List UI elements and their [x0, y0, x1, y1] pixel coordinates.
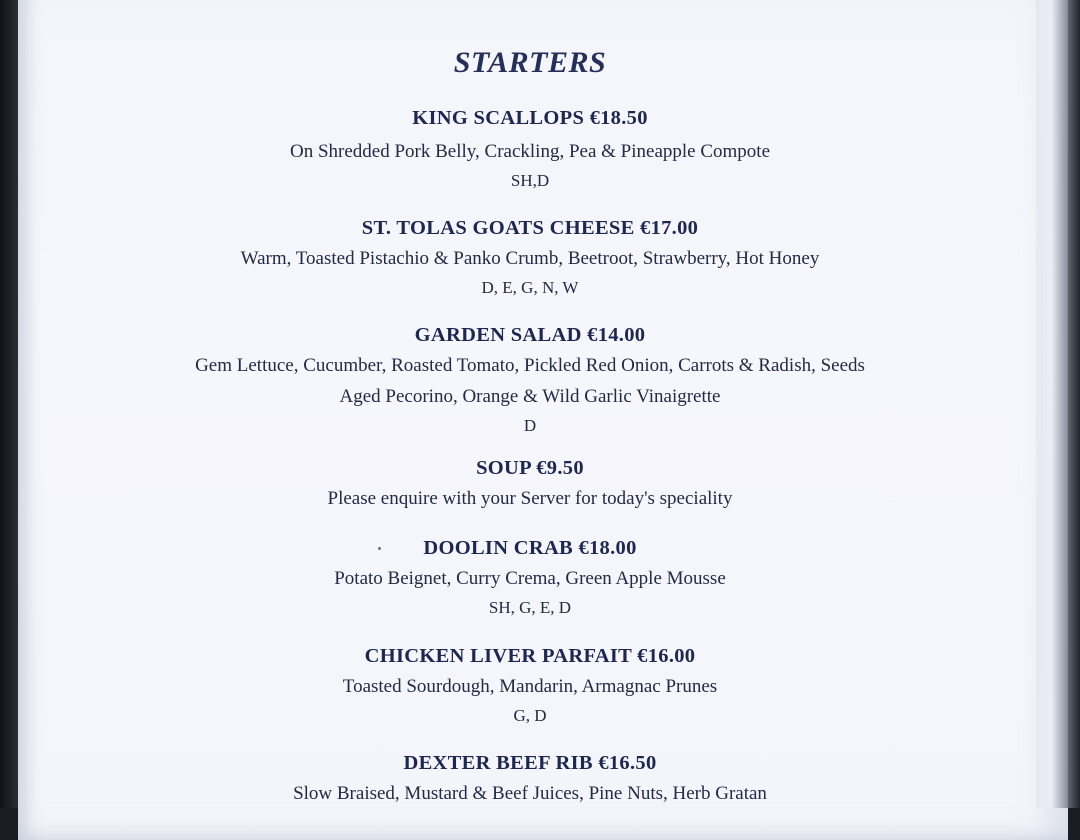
menu-item-chicken-liver-parfait: [0, 641, 1060, 730]
item-name: DOOLIN CRAB €18.00: [423, 537, 637, 559]
item-allergens: SH,D: [510, 171, 550, 190]
item-description: Toasted Sourdough, Mandarin, Armagnac Prunes: [342, 676, 718, 697]
item-allergens: D, E, G, N, W: [481, 278, 579, 297]
menu-item-soup: [0, 453, 1060, 514]
item-description: Slow Braised, Mustard & Beef Juices, Pine Nuts, Herb Gratan: [293, 783, 767, 804]
section-title: STARTERS: [453, 46, 607, 79]
menu-item-king-scallops: [0, 103, 1060, 195]
item-description: Gem Lettuce, Cucumber, Roasted Tomato, Pickled Red Onion, Carrots & Radish, Seeds: [195, 355, 865, 376]
item-name: DEXTER BEEF RIB €16.50: [403, 752, 657, 774]
menu-item-garden-salad: [0, 320, 1060, 440]
item-description: Warm, Toasted Pistachio & Panko Crumb, Beetroot, Strawberry, Hot Honey: [240, 248, 820, 269]
item-description: On Shredded Pork Belly, Crackling, Pea & Pineapple Compote: [289, 141, 771, 162]
item-name: CHICKEN LIVER PARFAIT €16.00: [364, 645, 696, 667]
menu-item-dexter-beef-rib: [0, 748, 1060, 809]
item-description: Please enquire with your Server for today's speciality: [327, 488, 733, 509]
menu-item-doolin-crab: [0, 533, 1060, 622]
menu-item-goats-cheese: [0, 213, 1060, 302]
item-allergens: SH, G, E, D: [488, 598, 572, 617]
item-name: ST. TOLAS GOATS CHEESE €17.00: [361, 217, 699, 239]
item-name: GARDEN SALAD €14.00: [414, 324, 646, 346]
item-allergens: D: [523, 416, 537, 435]
item-description: Potato Beignet, Curry Crema, Green Apple Mousse: [334, 568, 726, 589]
item-allergens: G, D: [513, 706, 547, 725]
item-name: SOUP €9.50: [476, 457, 584, 479]
item-name: KING SCALLOPS €18.50: [412, 107, 648, 129]
item-description-line-2: Aged Pecorino, Orange & Wild Garlic Vinaigrette: [339, 386, 721, 407]
